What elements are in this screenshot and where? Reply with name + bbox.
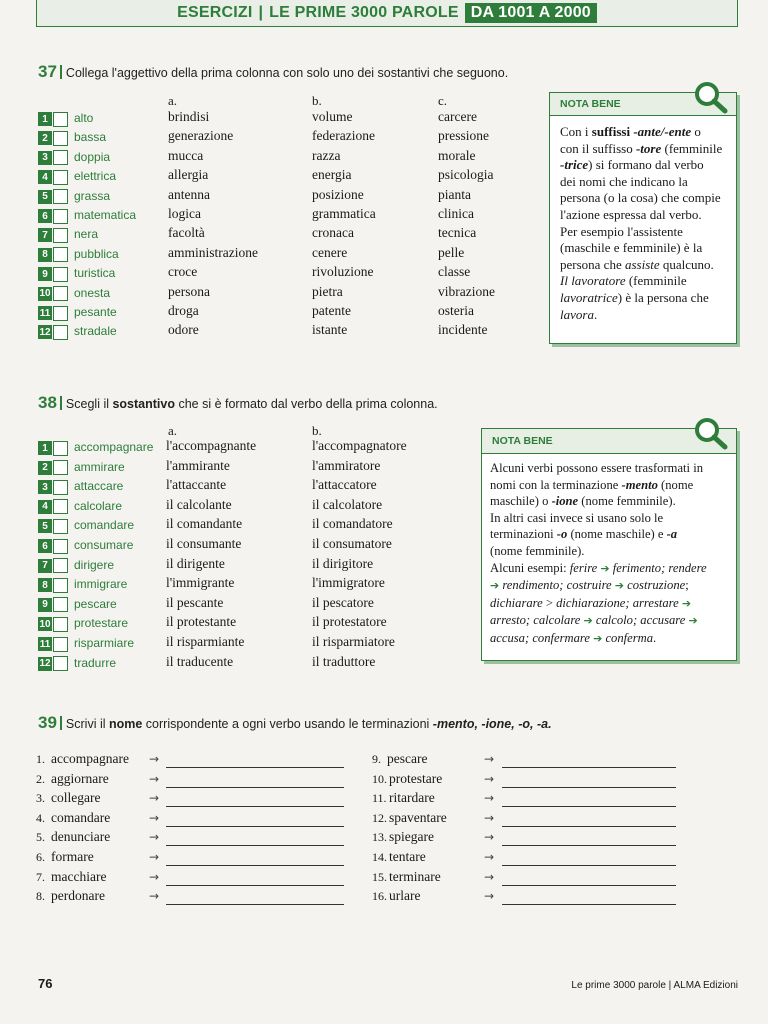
- option-b[interactable]: grammatica: [312, 206, 376, 221]
- item-number: 11: [39, 638, 51, 650]
- nota-bene-label: NOTA BENE: [482, 429, 736, 454]
- answer-checkbox[interactable]: [53, 656, 68, 671]
- column-a-label: a.: [168, 93, 178, 108]
- numbered-row: [38, 478, 68, 496]
- header-separator: |: [258, 4, 264, 21]
- answer-line[interactable]: [166, 904, 344, 905]
- numbered-row: [38, 655, 68, 673]
- adjective-stem: doppia: [74, 149, 111, 164]
- item-number: 8: [38, 248, 52, 262]
- adjective-stem: alto: [74, 111, 94, 125]
- answer-checkbox[interactable]: [53, 189, 68, 204]
- answer-line[interactable]: [166, 845, 344, 846]
- answer-checkbox[interactable]: [53, 325, 68, 340]
- numbered-row: [38, 439, 68, 457]
- item-number: 2: [38, 131, 52, 145]
- page-header: [36, 0, 738, 27]
- verb-number: 5.: [36, 830, 45, 845]
- verb-stem: tradurre: [74, 655, 117, 670]
- adjective-stem: bassa: [74, 130, 107, 145]
- arrow-icon: →: [484, 752, 495, 766]
- option-c[interactable]: pressione: [438, 128, 489, 144]
- option-b[interactable]: rivoluzione: [312, 264, 374, 280]
- arrow-icon: →: [149, 791, 160, 806]
- nota-bene-box-2: [481, 428, 737, 661]
- option-a[interactable]: il pescante: [166, 594, 224, 610]
- arrow-icon: →: [149, 850, 160, 864]
- option-a[interactable]: allergia: [168, 167, 209, 183]
- item-number: 11: [39, 307, 51, 319]
- option-b[interactable]: il comandatore: [312, 516, 393, 532]
- numbered-row: [38, 168, 68, 186]
- verb-stem: calcolare: [74, 498, 123, 513]
- numbered-row: [38, 149, 68, 167]
- item-number: 10: [39, 618, 51, 630]
- item-number: 7: [38, 559, 52, 573]
- verb-stem: consumare: [74, 538, 134, 552]
- adjective-stem: turistica: [74, 266, 116, 281]
- option-a[interactable]: brindisi: [168, 109, 210, 124]
- option-b[interactable]: volume: [312, 109, 353, 124]
- numbered-row: [38, 188, 68, 206]
- adjective-stem: grassa: [74, 188, 111, 203]
- nota-bene-text: Con i suffissi -ante/-ente o con il suffisso -tore (femminile -trice) si formano dal verbo dei nomi che indicano la persona (o la cosa) che compie l'azione espressa dal verbo. Per esempio l'assistente (maschile e femminile) è la persona che assiste qualcuno. Il lavoratore (femminile lavoratrice) è la persona che lavora.: [560, 124, 723, 322]
- answer-line[interactable]: [502, 865, 676, 866]
- answer-checkbox[interactable]: [53, 247, 68, 262]
- option-c[interactable]: pelle: [438, 244, 465, 260]
- arrow-icon: →: [484, 869, 495, 884]
- option-b[interactable]: cenere: [312, 244, 348, 260]
- option-a[interactable]: il protestante: [166, 614, 237, 630]
- numbered-row: [38, 285, 68, 303]
- answer-checkbox[interactable]: [53, 228, 68, 243]
- header-range: DA 1001 A 2000: [465, 3, 597, 23]
- exercise-number: 38: [38, 393, 57, 412]
- answer-line[interactable]: [166, 865, 344, 866]
- answer-checkbox[interactable]: [53, 267, 68, 282]
- numbered-row: [38, 557, 68, 575]
- option-b[interactable]: cronaca: [312, 225, 354, 241]
- verb-stem: comandare: [74, 518, 135, 533]
- answer-checkbox[interactable]: [53, 306, 68, 321]
- option-b[interactable]: l'accompagnatore: [312, 438, 407, 453]
- answer-checkbox[interactable]: [53, 578, 68, 593]
- numbered-row: [38, 537, 68, 555]
- verb-stem: attaccare: [74, 479, 124, 494]
- arrow-icon: →: [149, 869, 160, 884]
- verb-number: 12.: [372, 810, 387, 825]
- item-number: 4: [38, 500, 52, 514]
- answer-checkbox[interactable]: [53, 441, 68, 456]
- adjective-stem: nera: [74, 227, 99, 242]
- verb-number: 16.: [372, 889, 387, 904]
- option-c[interactable]: clinica: [438, 206, 474, 221]
- option-b[interactable]: posizione: [312, 186, 364, 202]
- option-c[interactable]: psicologia: [438, 167, 494, 183]
- option-b[interactable]: il consumatore: [312, 536, 392, 551]
- answer-checkbox[interactable]: [53, 170, 68, 185]
- option-a[interactable]: persona: [168, 283, 210, 299]
- verb-number: 15.: [372, 869, 387, 884]
- magnifier-icon: [690, 79, 730, 115]
- verb-label: pescare: [387, 751, 428, 766]
- verb-label: terminare: [389, 868, 441, 884]
- answer-checkbox[interactable]: [53, 499, 68, 514]
- verb-number: 10.: [372, 771, 387, 786]
- item-number: 12: [39, 326, 51, 338]
- numbered-row: [38, 615, 68, 633]
- arrow-icon: →: [484, 889, 495, 904]
- option-a[interactable]: generazione: [168, 128, 234, 144]
- answer-checkbox[interactable]: [53, 519, 68, 534]
- exercise-37-heading: [38, 62, 508, 82]
- adjective-stem: elettrica: [74, 169, 117, 184]
- verb-label: aggiornare: [51, 770, 109, 786]
- numbered-row: [38, 246, 68, 264]
- verb-label: spaventare: [389, 809, 447, 825]
- option-c[interactable]: morale: [438, 147, 476, 163]
- option-c[interactable]: carcere: [438, 109, 477, 124]
- item-number: 12: [39, 658, 51, 670]
- option-a[interactable]: il calcolante: [166, 496, 232, 512]
- answer-line[interactable]: [166, 787, 344, 788]
- verb-stem: immigrare: [74, 577, 128, 592]
- verb-label: spiegare: [389, 829, 434, 845]
- option-a[interactable]: il comandante: [166, 516, 243, 532]
- arrow-icon: →: [484, 850, 495, 864]
- verb-number: 3.: [36, 791, 45, 806]
- numbered-row: [38, 110, 68, 128]
- answer-checkbox[interactable]: [53, 112, 68, 127]
- answer-checkbox[interactable]: [53, 558, 68, 573]
- verb-stem: protestare: [74, 616, 129, 631]
- option-a[interactable]: odore: [168, 322, 199, 338]
- numbered-row: [38, 517, 68, 535]
- numbered-row: [38, 323, 68, 341]
- option-c[interactable]: classe: [438, 264, 471, 280]
- numbered-row: [38, 207, 68, 225]
- header-title-left: ESERCIZI: [177, 4, 253, 21]
- verb-number: 2.: [36, 771, 45, 786]
- verb-number: 8.: [36, 889, 45, 904]
- verb-stem: ammirare: [74, 459, 125, 474]
- numbered-row: [38, 596, 68, 614]
- answer-checkbox[interactable]: [53, 617, 68, 632]
- option-a[interactable]: il risparmiante: [166, 634, 245, 649]
- option-b[interactable]: l'ammiratore: [312, 457, 381, 473]
- arrow-icon: →: [149, 830, 160, 845]
- answer-line[interactable]: [502, 787, 676, 788]
- verb-label: protestare: [389, 770, 443, 786]
- column-b-label: b.: [312, 93, 322, 108]
- option-b[interactable]: il pescatore: [312, 594, 374, 610]
- verb-number: 11.: [372, 791, 387, 806]
- arrow-icon: →: [484, 791, 495, 806]
- item-number: 6: [38, 209, 52, 223]
- numbered-row: [38, 129, 68, 147]
- verb-stem: accompagnare: [74, 440, 154, 454]
- option-b[interactable]: il calcolatore: [312, 496, 383, 512]
- option-a[interactable]: il dirigente: [166, 555, 225, 571]
- answer-checkbox[interactable]: [53, 480, 68, 495]
- answer-line[interactable]: [502, 826, 676, 827]
- column-b-label: b.: [312, 423, 322, 438]
- option-c[interactable]: osteria: [438, 303, 474, 318]
- verb-number: 4.: [36, 810, 45, 825]
- verb-label: tentare: [389, 849, 426, 864]
- item-number: 9: [38, 267, 52, 281]
- item-number: 2: [38, 461, 52, 475]
- answer-line[interactable]: [502, 904, 676, 905]
- verb-label: accompagnare: [51, 751, 129, 766]
- item-number: 1: [38, 112, 52, 126]
- nota-bene-box-1: [549, 92, 737, 344]
- item-number: 7: [38, 228, 52, 242]
- verb-stem: pescare: [74, 596, 117, 611]
- answer-checkbox[interactable]: [53, 597, 68, 612]
- verb-label: collegare: [51, 790, 101, 806]
- option-c[interactable]: incidente: [438, 322, 488, 338]
- option-a[interactable]: droga: [168, 303, 199, 318]
- verb-label: ritardare: [389, 790, 435, 806]
- arrow-icon: →: [149, 810, 160, 825]
- numbered-row: [38, 498, 68, 516]
- verb-label: perdonare: [51, 888, 105, 904]
- answer-line[interactable]: [166, 885, 344, 886]
- answer-checkbox[interactable]: [53, 539, 68, 554]
- option-a[interactable]: amministrazione: [168, 244, 258, 260]
- verb-label: denunciare: [51, 829, 111, 845]
- answer-line[interactable]: [502, 806, 676, 807]
- exercise-instruction: Collega l'aggettivo della prima colonna con solo uno dei sostantivi che seguono.: [65, 66, 509, 80]
- option-a[interactable]: il traducente: [166, 653, 234, 669]
- option-c[interactable]: tecnica: [438, 225, 477, 241]
- arrow-icon: →: [484, 810, 495, 825]
- adjective-stem: pesante: [74, 305, 117, 319]
- answer-checkbox[interactable]: [53, 637, 68, 652]
- option-b[interactable]: patente: [312, 303, 351, 318]
- item-number: 6: [38, 539, 52, 553]
- verb-number: 13.: [372, 830, 387, 845]
- magnifier-icon: [690, 415, 730, 451]
- option-c[interactable]: vibrazione: [438, 283, 495, 299]
- answer-line[interactable]: [502, 845, 676, 846]
- page-number: 76: [38, 976, 53, 991]
- item-number: 9: [38, 598, 52, 612]
- answer-checkbox[interactable]: [53, 131, 68, 146]
- nota-bene-text: Alcuni verbi possono essere trasformati in nomi con la terminazione -mento (nome maschile) o -ione (nome femminile). In altri casi invece si usano solo le terminazioni -o (nome maschile) e -a (nome femminile). Alcuni esempi: ferire ➔ ferimento; rendere ➔ rendimento; costruire ➔ costruzione; dichiarare > dichiarazione; arrestare ➔ arresto; calcolare ➔ calcolo; accusare ➔ accusa; confermare ➔ conferma.: [490, 461, 707, 645]
- option-b[interactable]: l'immigratore: [312, 575, 385, 591]
- answer-checkbox[interactable]: [53, 209, 68, 224]
- option-c[interactable]: pianta: [438, 186, 471, 202]
- answer-line[interactable]: [166, 806, 344, 807]
- answer-line[interactable]: [166, 826, 344, 827]
- option-b[interactable]: federazione: [312, 128, 375, 144]
- verb-number: 1.: [36, 752, 45, 766]
- option-b[interactable]: istante: [312, 322, 348, 338]
- item-number: 5: [38, 190, 52, 204]
- nota-bene-label: NOTA BENE: [550, 93, 736, 116]
- option-a[interactable]: l'ammirante: [166, 457, 230, 473]
- option-a[interactable]: mucca: [168, 147, 204, 163]
- arrow-icon: →: [149, 771, 160, 786]
- verb-number: 6.: [36, 850, 45, 864]
- option-b[interactable]: pietra: [312, 283, 343, 299]
- option-b[interactable]: il risparmiatore: [312, 634, 395, 649]
- verb-label: urlare: [389, 888, 421, 904]
- footer-credit: Le prime 3000 parole | ALMA Edizioni: [571, 980, 738, 991]
- exercise-number: 37: [38, 62, 57, 81]
- verb-label: formare: [51, 849, 94, 864]
- verb-number: 7.: [36, 869, 45, 884]
- option-b[interactable]: il protestatore: [312, 614, 387, 630]
- answer-checkbox[interactable]: [53, 460, 68, 475]
- option-a[interactable]: facoltà: [168, 225, 205, 241]
- option-b[interactable]: energia: [312, 167, 352, 183]
- exercise-number: 39: [38, 713, 57, 732]
- option-a[interactable]: antenna: [168, 186, 210, 202]
- answer-line[interactable]: [502, 767, 676, 768]
- verb-stem: risparmiare: [74, 636, 135, 650]
- option-a[interactable]: logica: [168, 206, 201, 221]
- option-a[interactable]: l'immigrante: [166, 575, 235, 591]
- item-number: 10: [39, 288, 51, 300]
- item-number: 3: [38, 151, 52, 165]
- option-a[interactable]: croce: [168, 264, 198, 280]
- adjective-stem: onesta: [74, 285, 111, 300]
- numbered-row: [38, 265, 68, 283]
- item-number: 4: [38, 170, 52, 184]
- item-number: 8: [38, 578, 52, 592]
- numbered-row: [38, 459, 68, 477]
- numbered-row: [38, 226, 68, 244]
- verb-label: macchiare: [51, 868, 107, 884]
- arrow-icon: →: [484, 830, 495, 845]
- answer-checkbox[interactable]: [53, 150, 68, 165]
- verb-stem: dirigere: [74, 557, 115, 572]
- adjective-stem: matematica: [74, 208, 137, 222]
- verb-label: comandare: [51, 809, 111, 825]
- option-b[interactable]: il dirigitore: [312, 555, 374, 571]
- numbered-row: [38, 576, 68, 594]
- exercise-38-heading: 38 Scegli il sostantivo che si è formato dal verbo della prima colonna.: [38, 393, 438, 412]
- arrow-icon: →: [149, 889, 160, 904]
- header-title-mid: LE PRIME 3000 PAROLE: [269, 4, 459, 21]
- arrow-icon: →: [484, 771, 495, 786]
- adjective-stem: stradale: [74, 324, 117, 339]
- item-number: 1: [38, 441, 52, 455]
- item-number: 5: [38, 519, 52, 533]
- item-number: 3: [38, 480, 52, 494]
- adjective-stem: pubblica: [74, 246, 119, 261]
- option-b[interactable]: l'attaccatore: [312, 477, 377, 493]
- option-b[interactable]: razza: [312, 147, 341, 163]
- option-a[interactable]: l'attaccante: [166, 477, 227, 493]
- answer-line[interactable]: [166, 767, 344, 768]
- answer-checkbox[interactable]: [53, 286, 68, 301]
- column-c-label: c.: [438, 93, 448, 108]
- verb-number: 14.: [372, 850, 387, 864]
- option-a[interactable]: il consumante: [166, 536, 242, 551]
- option-a[interactable]: l'accompagnante: [166, 438, 257, 453]
- verb-number: 9.: [372, 752, 381, 766]
- option-b[interactable]: il traduttore: [312, 653, 376, 669]
- exercise-39-heading: 39 Scrivi il nome corrispondente a ogni verbo usando le terminazioni -mento, -ione, -o, -a.: [38, 713, 552, 732]
- numbered-row: [38, 304, 68, 322]
- column-a-label: a.: [168, 423, 178, 438]
- numbered-row: [38, 635, 68, 653]
- answer-line[interactable]: [502, 885, 676, 886]
- arrow-icon: →: [149, 752, 160, 766]
